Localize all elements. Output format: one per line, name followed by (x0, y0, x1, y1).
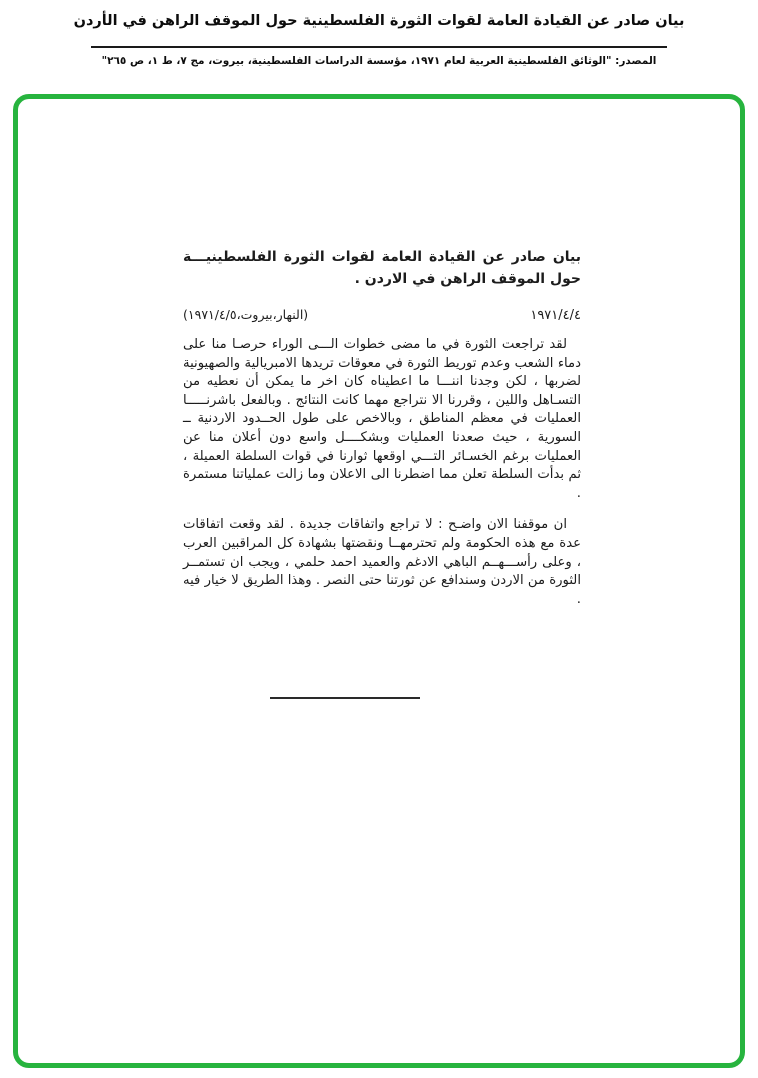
doc-date-row (183, 307, 581, 323)
doc-title-line1: بيان صادر عن القيادة العامة لقوات الثورة الفلسطينيـــة (183, 249, 581, 265)
header-title: بيان صادر عن القيادة العامة لقوات الثورة الفلسطينية حول الموقف الراهن في الأردن (73, 13, 685, 29)
doc-paragraph: لقد تراجعت الثورة في ما مضى خطوات الـــى الوراء حرصـا منا على دماء الشعب وعدم توريط الثورة في معوقات تريدها الامبريالية والصهيونية لضربها ، لكن وجدنا اننـــا ما اعطيناه كان اخر ما يمكن أن نعطيه من التسـاهل واللين ، وقررنا الا نتراجع مهما كانت النتائج . وبالفعل باشرنـــــا العمليات في معظم المناطق ، وبالاخص على طول الحــدود الاردنية ــ السورية ، حيث صعدنا العمليات وبشكــــل واسع دون أعلان منا عن العمليات برغم الخسـائر التـــي اوقعها ثوارنا في قوات السلطة العميلة ، ثم بدأت السلطة تعلن مما اضطرنا الى الاعلان وما زالت عملياتنا مستمرة . (183, 337, 581, 501)
scanned-document (183, 246, 581, 699)
end-divider (270, 697, 420, 699)
doc-publication-ref: (النهار،بيروت،١٩٧١/٤/٥) (183, 307, 309, 322)
doc-title-line2: حول الموقف الراهن في الاردن . (354, 271, 581, 287)
doc-date: ١٩٧١/٤/٤ (530, 308, 581, 323)
doc-body (183, 336, 581, 609)
doc-paragraph: ان موقفنا الان واضـح : لا تراجع واتفاقات جديدة . لقد وقعت اتفاقات عدة مع هذه الحكومة ولم تحترمهــا ونقضتها بشهادة كل المراقبين العرب ، وعلى رأســـهــم الباهي الادغم والعميد احمد حلمي ، ويجب ان تستمــر الثورة من الاردن وسندافع عن ثورتنا حتى النصر . وهذا الطريق لا خيار فيه . (183, 517, 581, 607)
header-source-line: المصدر: "الوثائق الفلسطينية العربية لعام ١٩٧١، مؤسسة الدراسات الفلسطينية، بيروت، مج ٧، ط ١، ص ٢٦٥" (101, 55, 657, 67)
header-divider (91, 46, 667, 48)
